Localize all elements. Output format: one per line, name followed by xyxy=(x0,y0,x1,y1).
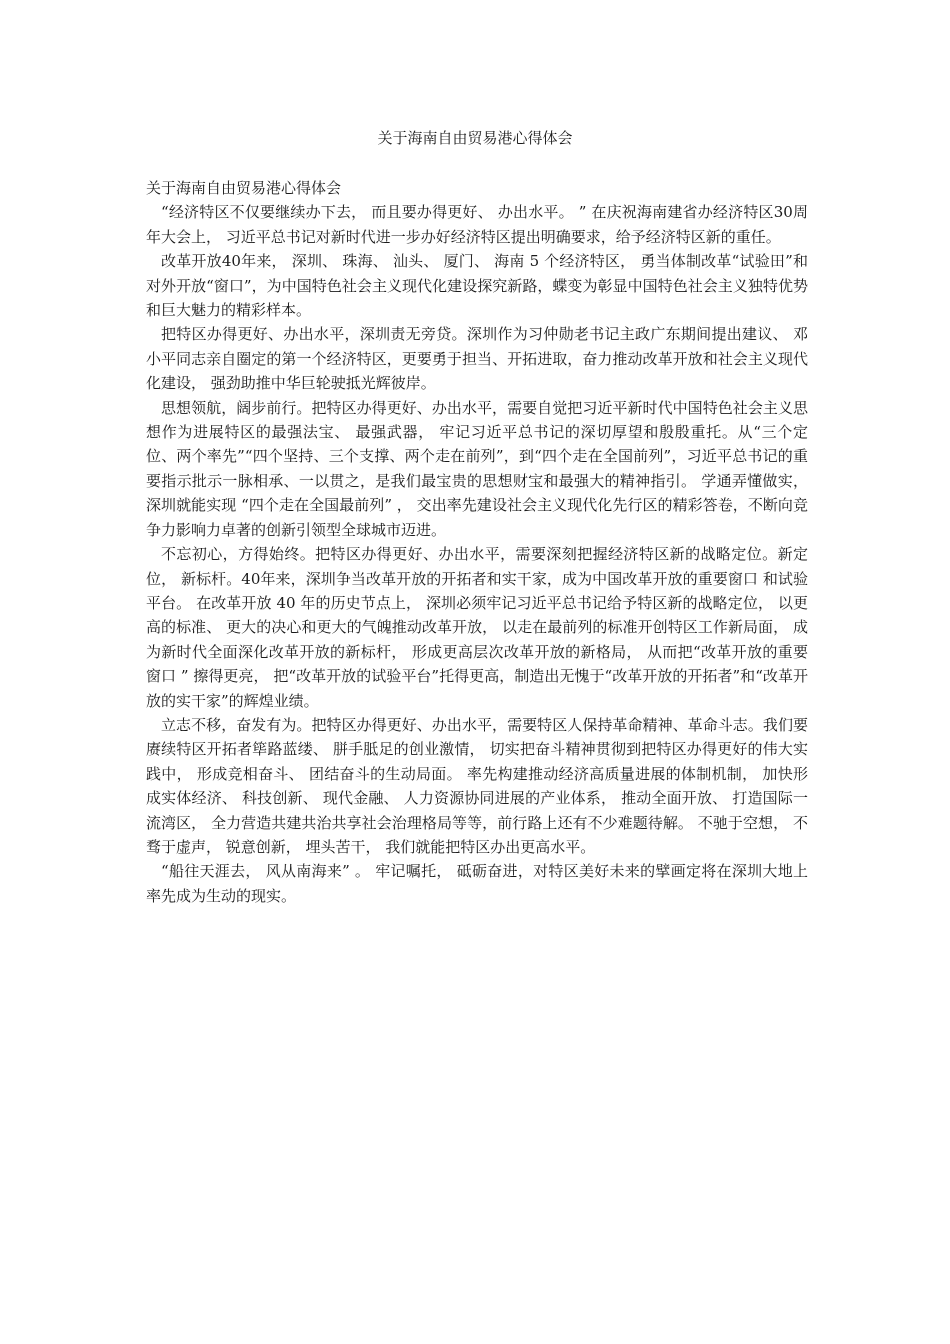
paragraph-3: 把特区办得更好、办出水平，深圳责无旁贷。深圳作为习仲勋老书记主政广东期间提出建议、 邓小平同志亲自圈定的第一个经济特区，更要勇于担当、开拓进取，奋力推动改革开放和社会主义现代化建设， 强劲助推中华巨轮驶抵光辉彼岸。 xyxy=(146,325,808,393)
paragraph-4: 思想领航，阔步前行。把特区办得更好、办出水平，需要自觉把习近平新时代中国特色社会主义思想作为进展特区的最强法宝、 最强武器， 牢记习近平总书记的深切厚望和殷殷重托。从“三个定位、两个率先”“四个坚持、三个支撑、两个走在前列”，到“四个走在全国前列”，习近平总书记的重要指示批示一脉相承、一以贯之，是我们最宝贵的思想财宝和最强大的精神指引。 学通弄懂做实， 深圳就能实现 “四个走在全国最前列” ， 交出率先建设社会主义现代化先行区的精彩答卷，不断向竞争力影响力卓著的创新引领型全球城市迈进。 xyxy=(146,398,808,539)
paragraph-1: “经济特区不仅要继续办下去， 而且要办得更好、 办出水平。 ” 在庆祝海南建省办经济特区30周年大会上， 习近平总书记对新时代进一步办好经济特区提出明确要求，给予经济特区新的重任。 xyxy=(146,203,808,246)
paragraph-7: “船往天涯去， 风从南海来” 。 牢记嘱托， 砥砺奋进，对特区美好未来的擘画定将在深圳大地上率先成为生动的现实。 xyxy=(146,862,808,905)
document-body xyxy=(146,176,808,908)
paragraph-5: 不忘初心，方得始终。把特区办得更好、办出水平，需要深刻把握经济特区新的战略定位。新定位， 新标杆。40年来，深圳争当改革开放的开拓者和实干家，成为中国改革开放的重要窗口 和试验平台。 在改革开放 40 年的历史节点上， 深圳必须牢记习近平总书记给予特区新的战略定位， 以更高的标准、 更大的决心和更大的气魄推动改革开放， 以走在最前列的标准开创特区工作新局面， 成为新时代全面深化改革开放的新标杆， 形成更高层次改革开放的新格局， 从而把“改革开放的重要窗口 ” 擦得更亮， 把“改革开放的试验平台”托得更高，制造出无愧于“改革开放的开拓者”和“改革开放的实干家”的辉煌业绩。 xyxy=(146,545,808,710)
page-title: 关于海南自由贸易港心得体会 xyxy=(377,129,573,147)
document-subtitle: 关于海南自由贸易港心得体会 xyxy=(146,179,342,197)
paragraph-2: 改革开放40年来， 深圳、 珠海、 汕头、 厦门、 海南 5 个经济特区， 勇当体制改革“试验田”和对外开放“窗口”，为中国特色社会主义现代化建设探究新路，蝶变为彰显中国特色社会主义独特优势和巨大魅力的精彩样本。 xyxy=(146,252,808,320)
paragraph-6: 立志不移，奋发有为。把特区办得更好、办出水平，需要特区人保持革命精神、革命斗志。我们要赓续特区开拓者筚路蓝缕、 胼手胝足的创业激情， 切实把奋斗精神贯彻到把特区办得更好的伟大实践中， 形成竞相奋斗、 团结奋斗的生动局面。 率先构建推动经济高质量进展的体制机制， 加快形成实体经济、 科技创新、 现代金融、 人力资源协同进展的产业体系， 推动全面开放、 打造国际一流湾区， 全力营造共建共治共享社会治理格局等等，前行路上还有不少难题待解。 不驰于空想， 不骛于虚声， 锐意创新， 埋头苦干， 我们就能把特区办出更高水平。 xyxy=(146,715,808,856)
